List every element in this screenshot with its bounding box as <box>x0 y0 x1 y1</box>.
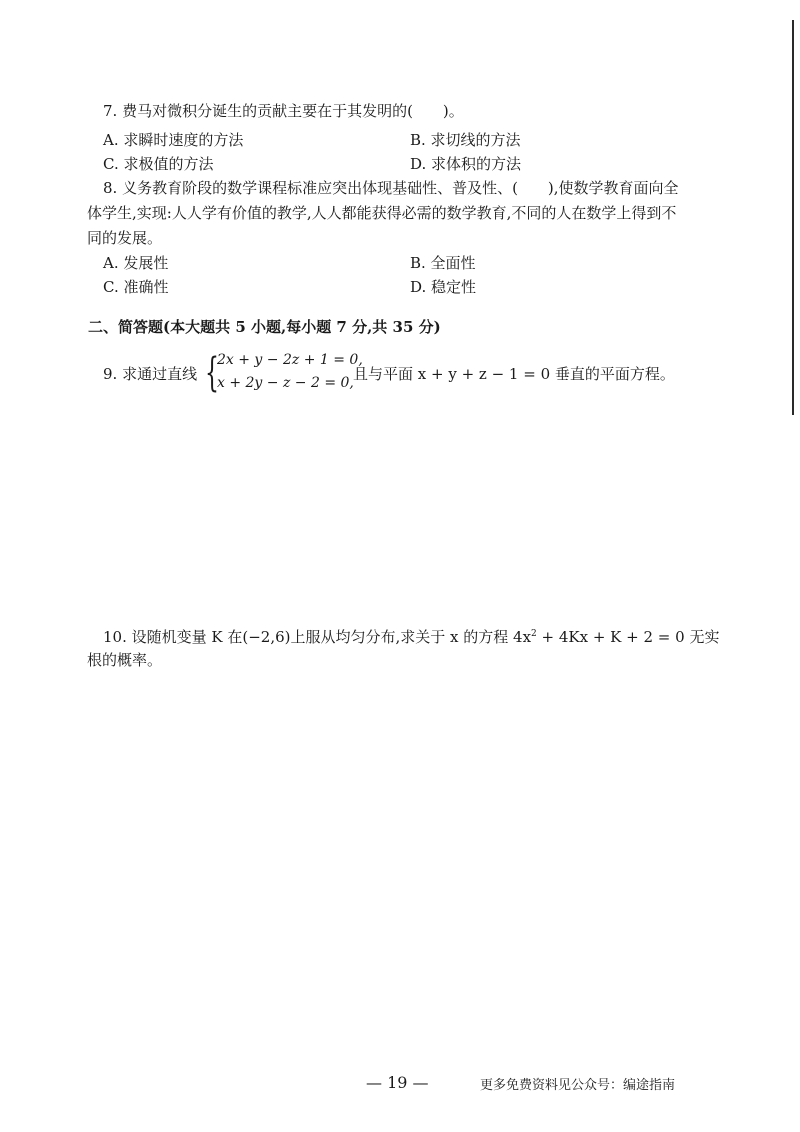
q8-option-d: D. 稳定性 <box>410 278 477 296</box>
scan-edge-line <box>792 20 794 415</box>
q9-prefix: 9. 求通过直线 <box>103 365 198 383</box>
q7-stem: 7. 费马对微积分诞生的贡献主要在于其发明的( )。 <box>103 102 464 120</box>
q8-option-c: C. 准确性 <box>103 278 169 296</box>
section-heading: 二、简答题(本大题共 5 小题,每小题 7 分,共 35 分) <box>88 318 441 336</box>
q8-option-a: A. 发展性 <box>103 254 169 272</box>
q8-option-b: B. 全面性 <box>410 254 476 272</box>
q9-equation-1: 2x + y − 2z + 1 = 0, <box>217 352 363 368</box>
q9-equation-2: x + 2y − z − 2 = 0, <box>217 375 354 391</box>
q10-stem-line1 <box>103 624 719 647</box>
q10-exponent: 2 <box>531 629 537 639</box>
q7-option-a: A. 求瞬时速度的方法 <box>103 131 244 149</box>
q7-option-b: B. 求切线的方法 <box>410 131 521 149</box>
page-number: — 19 — <box>366 1073 429 1092</box>
brace-symbol: { <box>205 350 219 396</box>
q10-stem-part-b: + 4Kx + K + 2 = 0 无实 <box>536 628 720 646</box>
footer-note: 更多免费资料见公众号：编途指南 <box>480 1078 676 1093</box>
q8-stem-line1: 8. 义务教育阶段的数学课程标准应突出体现基础性、普及性、( ),使数学教育面向全 <box>103 179 679 197</box>
q7-option-d: D. 求体积的方法 <box>410 155 522 173</box>
q7-option-c: C. 求极值的方法 <box>103 155 214 173</box>
q9-suffix: 且与平面 x + y + z − 1 = 0 垂直的平面方程。 <box>353 365 675 383</box>
q8-stem-line2: 体学生,实现:人人学有价值的教学,人人都能获得必需的数学教育,不同的人在数学上得到不 <box>87 204 677 222</box>
q8-stem-line3: 同的发展。 <box>87 229 163 247</box>
q10-stem-part-a: 10. 设随机变量 K 在(−2,6)上服从均匀分布,求关于 x 的方程 4x <box>103 628 532 646</box>
q10-stem-line2: 根的概率。 <box>87 651 163 669</box>
